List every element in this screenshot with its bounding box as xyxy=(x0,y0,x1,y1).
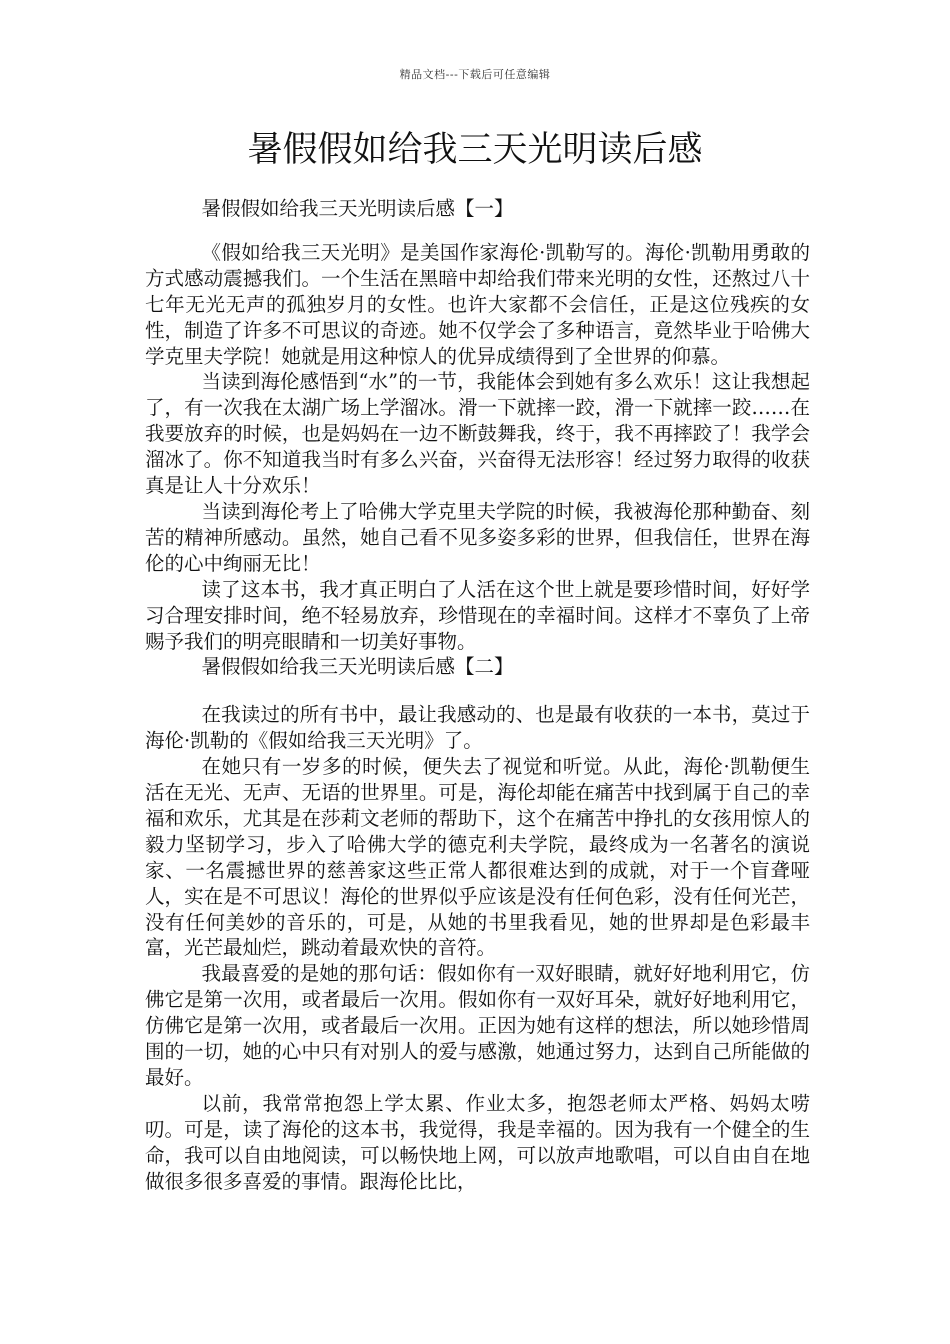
paragraph: 以前，我常常抱怨上学太累、作业太多，抱怨老师太严格、妈妈太唠叨。可是，读了海伦的这本书，我觉得，我是幸福的。因为我有一个健全的生命，我可以自由地阅读，可以畅快地上网，可以放声地歌唱，可以自由自在地做很多很多喜爱的事情。跟海伦比比， xyxy=(145,1091,810,1193)
paragraph: 《假如给我三天光明》是美国作家海伦·凯勒写的。海伦·凯勒用勇敢的方式感动震撼我们。一个生活在黑暗中却给我们带来光明的女性，还熬过八十七年无光无声的孤独岁月的女性。也许大家都不会信任，正是这位残疾的女性，制造了许多不可思议的奇迹。她不仅学会了多种语言，竟然毕业于哈佛大学克里夫学院！她就是用这种惊人的优异成绩得到了全世界的仰慕。 xyxy=(145,240,810,368)
section-two xyxy=(145,654,810,1194)
section-heading: 暑假假如给我三天光明读后感【一】 xyxy=(201,197,514,220)
paragraph: 当读到海伦感悟到“水”的一节，我能体会到她有多么欢乐！这让我想起了，有一次我在太湖广场上学溜冰。滑一下就摔一跤，滑一下就摔一跤……在我要放弃的时候，也是妈妈在一边不断鼓舞我，终于，我不再摔跤了！我学会溜冰了。你不知道我当时有多么兴奋，兴奋得无法形容！经过努力取得的收获真是让人十分欢乐！ xyxy=(145,370,810,498)
paragraph: 我最喜爱的是她的那句话：假如你有一双好眼睛，就好好地利用它，仿佛它是第一次用，或者最后一次用。假如你有一双好耳朵，就好好地利用它，仿佛它是第一次用，或者最后一次用。正因为她有这样的想法，所以她珍惜周围的一切，她的心中只有对别人的爱与感激，她通过努力，达到自己所能做的最好。 xyxy=(145,962,810,1089)
paragraph: 当读到海伦考上了哈佛大学克里夫学院的时候，我被海伦那种勤奋、刻苦的精神所感动。虽然，她自己看不见多姿多彩的世界，但我信任，世界在海伦的心中绚丽无比！ xyxy=(145,499,810,575)
section-one xyxy=(145,196,810,654)
document-title: 暑假假如给我三天光明读后感 xyxy=(247,130,703,170)
header-note: 精品文档---下载后可任意编辑 xyxy=(399,68,551,81)
paragraph: 在我读过的所有书中，最让我感动的、也是最有收获的一本书，莫过于海伦·凯勒的《假如给我三天光明》了。 xyxy=(145,703,810,753)
section-heading: 暑假假如给我三天光明读后感【二】 xyxy=(201,655,514,679)
paragraph: 在她只有一岁多的时候，便失去了视觉和听觉。从此，海伦·凯勒便生活在无光、无声、无语的世界里。可是，海伦却能在痛苦中找到属于自己的幸福和欢乐，尤其是在莎莉文老师的帮助下，这个在痛苦中挣扎的女孩用惊人的毅力坚韧学习，步入了哈佛大学的德克利夫学院，最终成为一名著名的演说家、一名震撼世界的慈善家这些正常人都很难达到的成就，对于一个盲聋哑人，实在是不可思议！海伦的世界似乎应该是没有任何色彩，没有任何光芒，没有任何美妙的音乐的，可是，从她的书里我看见，她的世界却是色彩最丰富，光芒最灿烂，跳动着最欢快的音符。 xyxy=(145,755,810,960)
document-body xyxy=(145,196,810,1195)
paragraph: 读了这本书，我才真正明白了人活在这个世上就是要珍惜时间，好好学习合理安排时间，绝不轻易放弃，珍惜现在的幸福时间。这样才不辜负了上帝赐予我们的明亮眼睛和一切美好事物。 xyxy=(145,577,810,653)
